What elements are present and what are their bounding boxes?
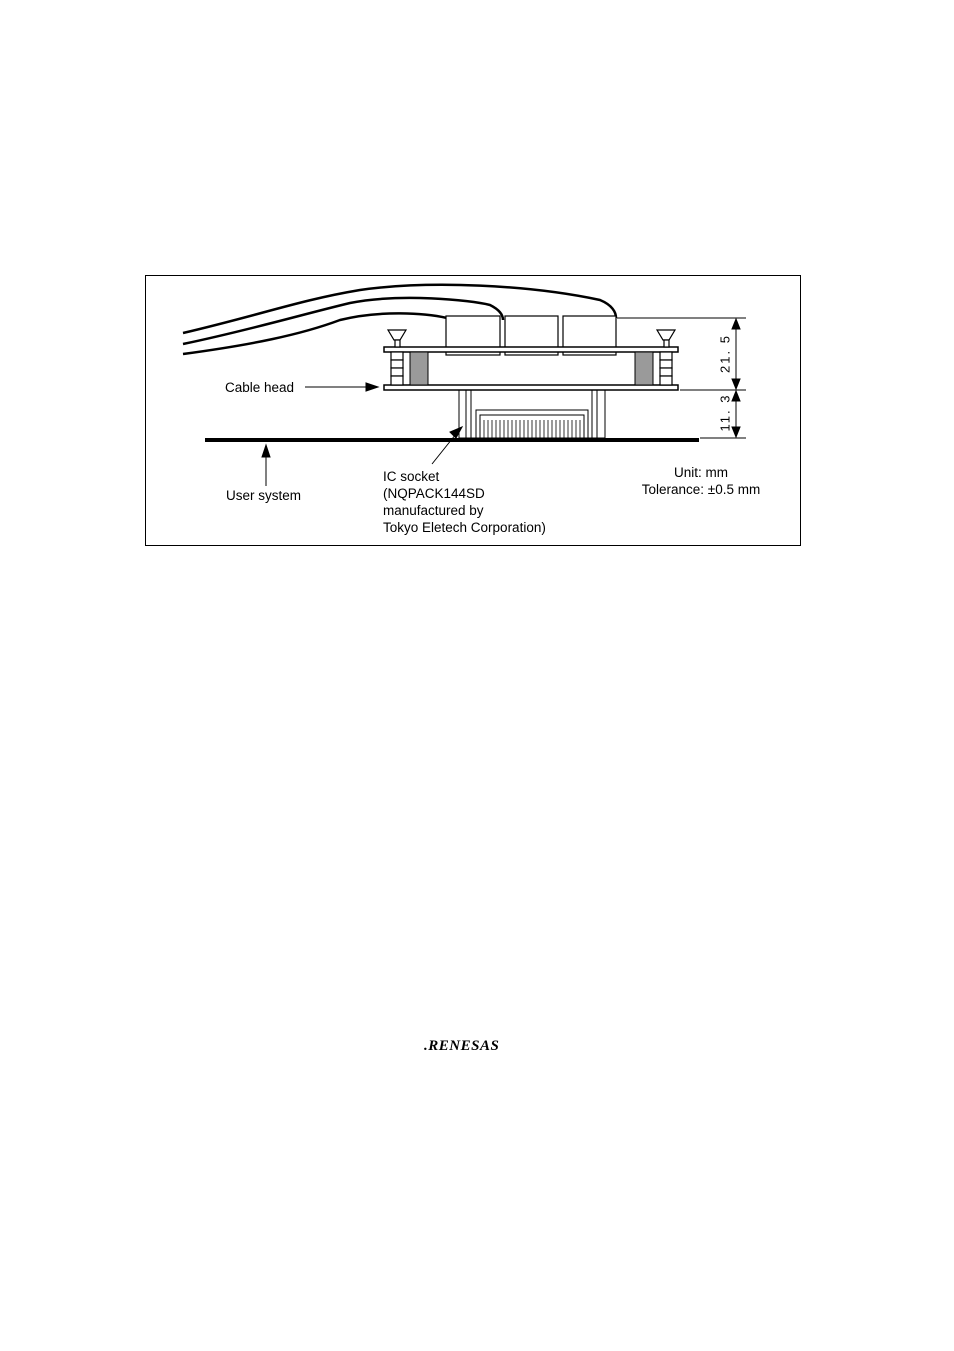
- ic-socket-label-line: IC socket: [383, 469, 440, 484]
- ic-socket-label-line: (NQPACK144SD: [383, 486, 485, 501]
- dimension-upper-label: 21. 5: [717, 334, 733, 373]
- user-system-label: User system: [226, 488, 302, 503]
- logo-text: RENESAS: [428, 1038, 500, 1054]
- unit-label: Unit: mm: [674, 465, 728, 480]
- tolerance-label: Tolerance: ±0.5 mm: [641, 482, 761, 497]
- ic-socket-label-line: Tokyo Eletech Corporation): [383, 520, 546, 535]
- dimension-lower-label: 11. 3: [717, 393, 733, 432]
- renesas-logo: .RENESAS: [424, 1038, 500, 1054]
- spacers: [410, 352, 653, 385]
- ic-socket-pins: [484, 420, 580, 438]
- ic-socket-label-line: manufactured by: [383, 503, 484, 518]
- screw-right: [657, 330, 675, 385]
- cable-head-label: Cable head: [225, 380, 295, 395]
- screw-left: [388, 330, 406, 385]
- unit-note: [630, 464, 772, 498]
- ic-socket-label: [383, 468, 546, 536]
